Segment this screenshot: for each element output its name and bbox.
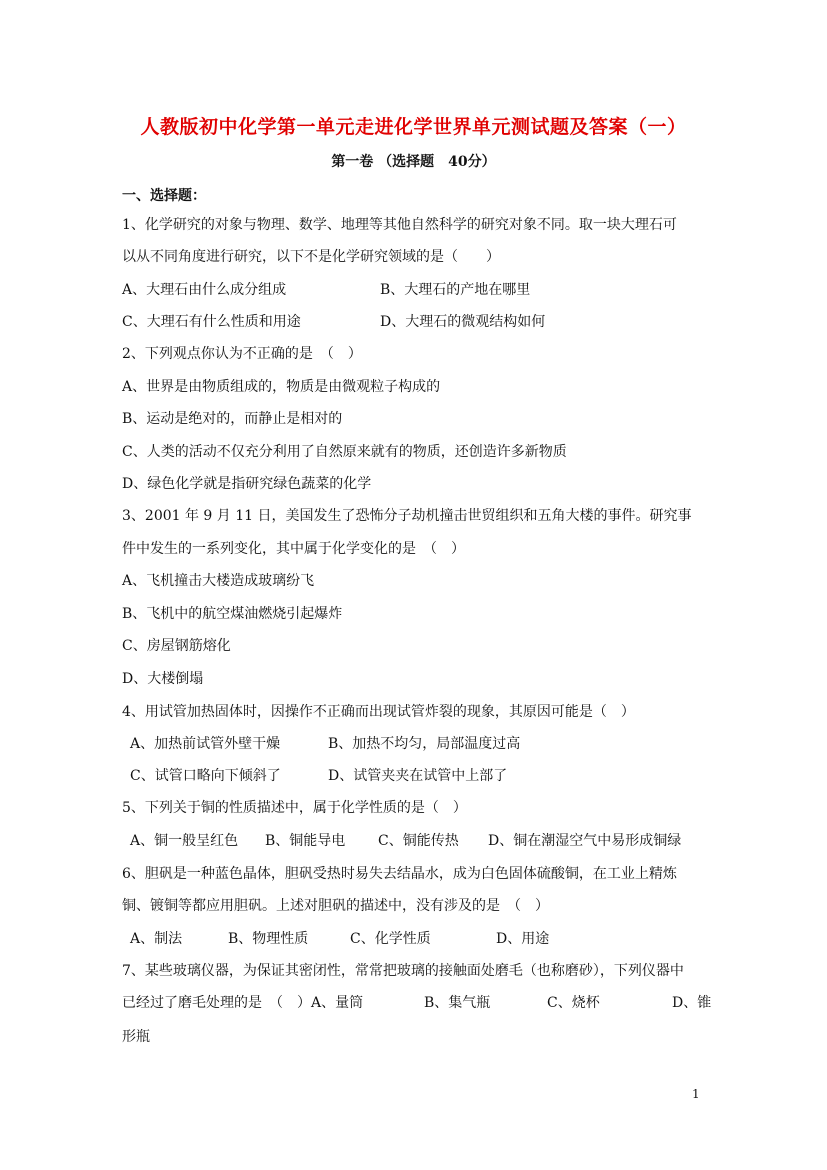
q2-stem: 2、下列观点你认为不正确的是 （ ） (122, 346, 362, 362)
q4-stem: 4、用试管加热固体时，因操作不正确而出现试管炸裂的现象，其原因可能是（ ） (122, 704, 635, 720)
q3-stem-line-1: 3、2001 年 9 月 11 日，美国发生了恐怖分子劫机撞击世贸组织和五角大楼的事件。研究事 (122, 508, 692, 524)
q7-stem-line-2: 已经过了磨毛处理的是 （ ）A、量筒 (122, 995, 364, 1011)
q1-option-d: D、大理石的微观结构如何 (380, 314, 546, 330)
q1-option-c: C、大理石有什么性质和用途 (122, 314, 301, 330)
q7-option-d-continued: 形瓶 (122, 1029, 150, 1045)
q5-stem: 5、下列关于铜的性质描述中，属于化学性质的是（ ） (122, 800, 467, 816)
q2-option-d: D、绿色化学就是指研究绿色蔬菜的化学 (122, 476, 372, 492)
q7-option-b: B、集气瓶 (424, 995, 491, 1011)
q2-option-a: A、世界是由物质组成的，物质是由微观粒子构成的 (122, 379, 441, 395)
q2-option-c: C、人类的活动不仅充分利用了自然原来就有的物质，还创造许多新物质 (122, 444, 567, 460)
q6-stem-line-2: 铜、镀铜等都应用胆矾。上述对胆矾的描述中，没有涉及的是 （ ） (122, 898, 549, 914)
q6-stem-line-1: 6、胆矾是一种蓝色晶体，胆矾受热时易失去结晶水，成为白色固体硫酸铜，在工业上精炼 (122, 866, 677, 882)
q3-stem-line-2: 件中发生的一系列变化，其中属于化学变化的是 （ ） (122, 541, 465, 557)
q5-option-b: B、铜能导电 (265, 833, 346, 849)
q1-stem-line-2: 以从不同角度进行研究，以下不是化学研究领域的是（ ） (122, 249, 500, 265)
q5-option-d: D、铜在潮湿空气中易形成铜绿 (488, 833, 682, 849)
document-title: 人教版初中化学第一单元走进化学世界单元测试题及答案（一） (140, 116, 687, 138)
q3-option-c: C、房屋钢筋熔化 (122, 638, 231, 654)
section-heading: 一、选择题： (122, 188, 206, 204)
q6-option-c: C、化学性质 (350, 931, 431, 947)
q7-option-c: C、烧杯 (547, 995, 600, 1011)
q4-option-a: A、加热前试管外壁干燥 (130, 736, 281, 752)
q6-option-d: D、用途 (496, 931, 550, 947)
q1-option-b: B、大理石的产地在哪里 (380, 282, 531, 298)
part-heading: 第一卷 （选择题 40分） (331, 154, 496, 170)
q4-option-d: D、试管夹夹在试管中上部了 (328, 768, 508, 784)
q4-option-c: C、试管口略向下倾斜了 (130, 768, 281, 784)
q5-option-a: A、铜一般呈红色 (130, 833, 239, 849)
q3-option-b: B、飞机中的航空煤油燃烧引起爆炸 (122, 606, 343, 622)
q6-option-a: A、制法 (130, 931, 183, 947)
q2-option-b: B、运动是绝对的，而静止是相对的 (122, 411, 343, 427)
q4-option-b: B、加热不均匀，局部温度过高 (328, 736, 521, 752)
page-number: 1 (692, 1087, 700, 1101)
q3-option-d: D、大楼倒塌 (122, 671, 204, 687)
q1-stem-line-1: 1、化学研究的对象与物理、数学、地理等其他自然科学的研究对象不同。取一块大理石可 (122, 217, 677, 233)
q6-option-b: B、物理性质 (228, 931, 309, 947)
q3-option-a: A、飞机撞击大楼造成玻璃纷飞 (122, 573, 315, 589)
q5-option-c: C、铜能传热 (378, 833, 459, 849)
q7-option-d: D、锥 (672, 995, 712, 1011)
q1-option-a: A、大理石由什么成分组成 (122, 282, 287, 298)
q7-stem-line-1: 7、某些玻璃仪器，为保证其密闭性，常常把玻璃的接触面处磨毛（也称磨砂），下列仪器中 (122, 963, 684, 979)
